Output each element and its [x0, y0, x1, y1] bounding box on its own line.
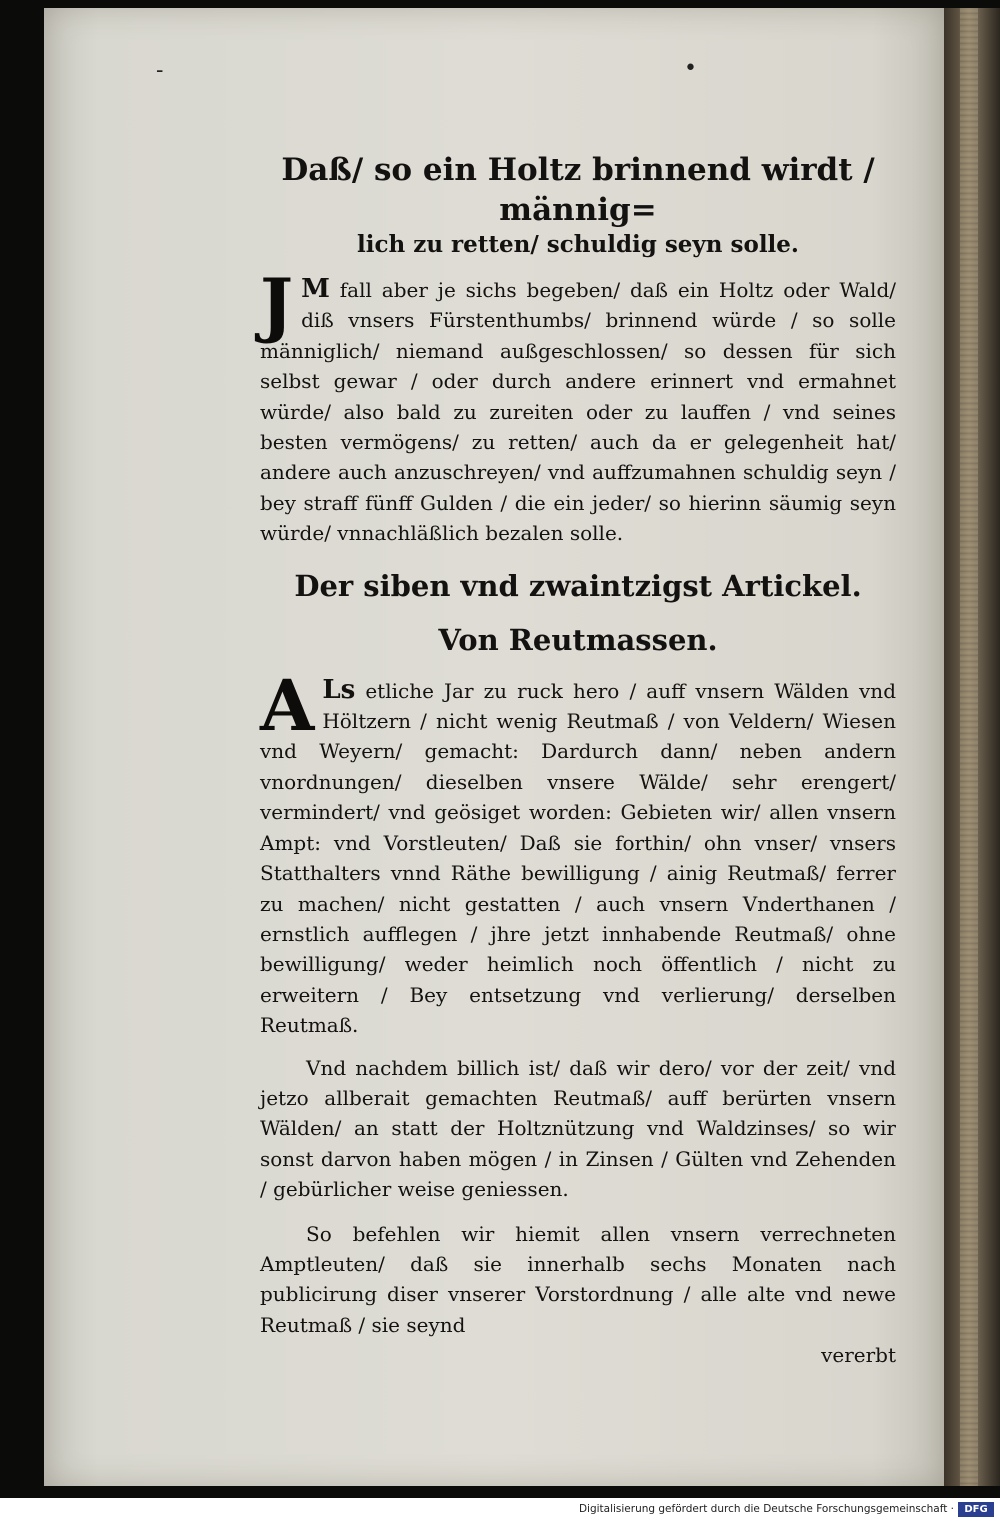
section-heading-continuation: lich zu retten/ schuldig seyn solle.: [357, 231, 799, 258]
catchword: vererbt: [821, 1343, 896, 1368]
funding-credit: Digitalisierung gefördert durch die Deutsche Forschungsgemeinschaft ·: [578, 1503, 954, 1515]
paragraph-text: etliche Jar zu ruck hero / auff vnsern Wälden vnd Höltzern / nicht wenig Reutmaß / von Veldern/ Wiesen vnd Weyern/ gemacht: Dardurch dann/ neben andern vnordnungen/ dieselben vnsere Wälde/ sehr erengert/ vermindert/ vnd geösiget worden: Gebieten wir/ allen vnsern Ampt: vnd Vorstleuten/ Daß sie forthin/ ohn vnser/ vnsers Statthalters vnnd Räthe bewilligung / ainig Reutmaß/ ferrer zu machen/ nicht gestatten / auch vnsern Vnderthanen / ernstlich aufflegen / jhre jetzt innhabende Reutmaß/ ohne bewilligung/ weder heimlich noch öffentlich / nicht zu erweitern / Bey entsetzung vnd verlierung/ derselben Reutmaß.: [260, 678, 896, 1038]
decorated-initial: J: [260, 263, 294, 346]
paragraph-text: fall aber je sichs begeben/ daß ein Holtz oder Wald/ diß vnsers Fürstenthumbs/ brinnend würde / so solle männiglich/ niemand außgeschlossen/ so dessen für sich selbst gewar / oder durch andere erinnert vnd ermahnet würde/ also bald zu zureiten oder zu lauffen / vnd seines besten vermögens/ zu retten/ auch da er gelegenheit hat/ andere auch anzuschreyen/ vnd auffzumahnen schuldig seyn / bey straff fünff Gulden / die ein jeder/ so hierinn säumig seyn würde/ vnnachläßlich bezalen solle.: [260, 278, 896, 546]
dfg-logo: DFG: [958, 1502, 994, 1517]
first-word: Ls: [322, 674, 356, 705]
page-text: [260, 150, 896, 1370]
first-word: M: [301, 274, 330, 304]
footer-bar: [0, 1498, 1000, 1522]
paragraph-amptleute: So befehlen wir hiemit allen vnsern verrechneten Amptleuten/ daß sie innerhalb sechs Monaten nach publicirung diser vnserer Vorstordnung / alle alte vnd newe Reutmaß / sie seynd: [260, 1221, 896, 1337]
paragraph-reutmassen: [260, 663, 896, 1041]
decorated-initial: A: [260, 663, 315, 747]
page-mark-left: -: [156, 58, 164, 83]
page-mark-center: •: [684, 56, 697, 81]
article-subtitle: Von Reutmassen.: [438, 622, 718, 657]
paragraph-zinsen: Vnd nachdem billich ist/ daß wir dero/ vor der zeit/ vnd jetzo allberait gemachten Reutmaß/ auff berürten vnsern Wälden/ an statt der Holtznützung vnd Waldzinses/ so wir sonst darvon haben mögen / in Zinsen / Gülten vnd Zehenden / gebürlicher weise geniessen.: [260, 1055, 896, 1202]
section-heading: Daß/ so ein Holtz brinnend wirdt / männig=: [281, 152, 875, 228]
page-stack-edge: [960, 8, 978, 1486]
paragraph-fire: [260, 263, 896, 549]
article-title: Der siben vnd zwaintzigst Artickel.: [294, 568, 862, 603]
